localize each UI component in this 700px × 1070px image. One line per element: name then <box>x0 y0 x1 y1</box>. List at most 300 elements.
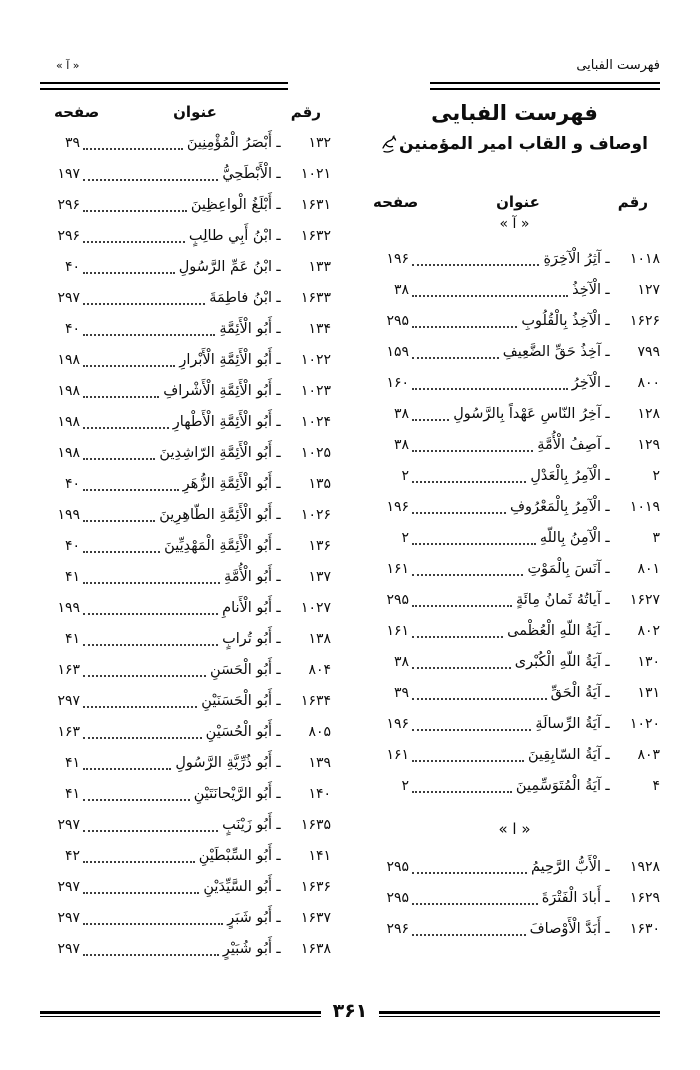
index-subtitle-text: اوصاف و القاب امیر المؤمنین <box>399 134 648 154</box>
dot-leader <box>83 303 205 305</box>
header-number-label: رقم <box>290 103 321 121</box>
entry-dash: ـ <box>276 724 281 740</box>
dot-leader <box>83 210 187 212</box>
header-title-label: عنوان <box>173 103 217 121</box>
entry-number: ۱۳۵ <box>308 476 331 492</box>
index-entry <box>40 624 331 655</box>
entry-number: ۱۳۳ <box>308 259 331 275</box>
index-entry <box>40 159 331 190</box>
entry-dash: ـ <box>276 538 281 554</box>
entry-number: ۱۲۷ <box>637 282 660 298</box>
entry-page: ۳۹ <box>64 135 80 151</box>
dot-leader <box>412 295 568 297</box>
running-header-right <box>430 56 660 90</box>
entry-title: أَبُو ذُرِّيَّةِ الرَّسُولِ <box>175 755 272 771</box>
entry-number: ۳ <box>652 530 660 546</box>
entry-number: ۱۰۲۲ <box>300 352 331 368</box>
entry-dash: ـ <box>605 561 610 577</box>
entry-page: ۱۶۳ <box>57 724 80 740</box>
dot-leader <box>83 551 160 553</box>
column-headers-left <box>40 100 331 124</box>
dot-leader <box>83 179 218 181</box>
entry-page: ۴۱ <box>64 631 80 647</box>
entry-page: ۲۹۷ <box>57 290 80 306</box>
dot-leader <box>412 698 547 700</box>
entry-dash: ـ <box>276 135 281 151</box>
running-header-title: فهرست الفبایی <box>576 58 660 73</box>
entry-number: ۴ <box>652 778 660 794</box>
entry-page: ۱۹۹ <box>57 600 80 616</box>
index-entry <box>369 244 660 275</box>
entry-number: ۱۰۲۷ <box>300 600 331 616</box>
entry-number: ۱۰۲۰ <box>629 716 660 732</box>
entry-number: ۲ <box>652 468 660 484</box>
entry-title: أَبُو الْحَسَنِ <box>210 662 272 678</box>
entry-page: ۳۸ <box>393 654 409 670</box>
entry-dash: ـ <box>276 228 281 244</box>
entry-title: آثِرُ الْآخِرَةِ <box>543 251 601 267</box>
dot-leader <box>412 543 536 545</box>
dot-leader <box>412 357 499 359</box>
entry-dash: ـ <box>605 859 610 875</box>
entry-number: ۱۰۲۵ <box>300 445 331 461</box>
dot-leader <box>83 148 183 150</box>
entry-page: ۱۶۱ <box>386 623 409 639</box>
index-entry <box>369 709 660 740</box>
dot-leader <box>83 644 218 646</box>
index-entry <box>369 399 660 430</box>
entry-dash: ـ <box>276 693 281 709</box>
entry-dash: ـ <box>605 921 610 937</box>
entry-page: ۳۸ <box>393 437 409 453</box>
entry-dash: ـ <box>276 259 281 275</box>
index-entry <box>369 914 660 945</box>
entry-title: أَبُو الْأَئِمَّةِ <box>219 321 272 337</box>
entry-page: ۲۹۶ <box>386 921 409 937</box>
entry-dash: ـ <box>605 437 610 453</box>
index-entry <box>369 771 660 802</box>
entry-title: آيَةُ الْمُتَوَسِّمِينَ <box>515 778 601 794</box>
entry-number: ۱۰۱۹ <box>629 499 660 515</box>
entry-title: أَبُو الْحَسَنَيْنِ <box>201 693 272 709</box>
entry-dash: ـ <box>605 654 610 670</box>
entry-title: آيَةُ اللّهِ الْكُبْرى <box>514 654 601 670</box>
entry-number: ۸۰۲ <box>637 623 660 639</box>
dot-leader <box>83 489 179 491</box>
entry-number: ۱۴۰ <box>308 786 331 802</box>
dot-leader <box>83 241 185 243</box>
dot-leader <box>83 830 218 832</box>
entry-number: ۸۰۵ <box>308 724 331 740</box>
entry-title: آخِرُ النّاسِ عَهْداً بِالرَّسُولِ <box>453 406 601 422</box>
entry-page: ۳۹ <box>393 685 409 701</box>
entry-dash: ـ <box>276 755 281 771</box>
entry-dash: ـ <box>605 747 610 763</box>
entry-dash: ـ <box>276 941 281 957</box>
entry-number: ۱۲۹ <box>637 437 660 453</box>
dot-leader <box>412 388 568 390</box>
entry-number: ۱۶۳۸ <box>300 941 331 957</box>
entry-page: ۳۸ <box>393 282 409 298</box>
entry-number: ۸۰۳ <box>637 747 660 763</box>
entry-page: ۴۰ <box>64 476 80 492</box>
index-body <box>0 90 700 965</box>
index-entry <box>369 492 660 523</box>
entry-number: ۱۰۲۶ <box>300 507 331 523</box>
entry-list-alef <box>369 852 660 945</box>
entry-number: ۱۶۲۶ <box>629 313 660 329</box>
index-title: فهرست الفبایی <box>431 101 598 125</box>
entry-title: أَبُو السَّيِّدَيْنِ <box>203 879 272 895</box>
entry-number: ۱۶۲۷ <box>629 592 660 608</box>
dot-leader <box>83 613 218 615</box>
entry-page: ۱۶۳ <box>57 662 80 678</box>
entry-page: ۴۱ <box>64 786 80 802</box>
entry-title: الْآمِرُ بِالْمَعْرُوفِ <box>510 499 601 515</box>
index-entry <box>369 678 660 709</box>
index-entry <box>40 469 331 500</box>
index-entry <box>40 655 331 686</box>
entry-title: أَبَدَّ الْأَوْصافَ <box>529 921 601 937</box>
index-entry <box>40 593 331 624</box>
entry-dash: ـ <box>276 166 281 182</box>
entry-number: ۱۳۷ <box>308 569 331 585</box>
entry-dash: ـ <box>276 569 281 585</box>
dot-leader <box>83 365 175 367</box>
header-page-label: صفحه <box>54 103 100 121</box>
footer-rule-left <box>40 1011 321 1017</box>
entry-dash: ـ <box>605 344 610 360</box>
entry-page: ۲۹۷ <box>57 693 80 709</box>
entry-title: ابْنُ أَبِي طالِبٍ <box>188 228 272 244</box>
entry-list-alef-madda <box>369 244 660 802</box>
index-entry <box>40 407 331 438</box>
entry-dash: ـ <box>276 910 281 926</box>
entry-dash: ـ <box>276 817 281 833</box>
entry-number: ۱۳۹ <box>308 755 331 771</box>
dot-leader <box>83 520 155 522</box>
index-entry <box>369 306 660 337</box>
entry-title: الْآخِذُ بِالْقُلُوبِ <box>521 313 601 329</box>
entry-title: أَبُو شُبَيْرٍ <box>222 941 272 957</box>
index-entry <box>369 616 660 647</box>
alayhis-salam-emblem-icon <box>381 133 398 166</box>
entry-dash: ـ <box>276 383 281 399</box>
entry-page: ۱۶۰ <box>386 375 409 391</box>
entry-number: ۱۶۳۵ <box>300 817 331 833</box>
entry-page: ۴۲ <box>64 848 80 864</box>
entry-title: الْأَبُّ الرَّحِيمُ <box>531 859 601 875</box>
entry-number: ۷۹۹ <box>637 344 660 360</box>
section-marker-alef: « ا » <box>498 820 531 838</box>
entry-page: ۲ <box>401 530 409 546</box>
running-header-section-letter: « آ » <box>56 59 80 72</box>
entry-dash: ـ <box>276 476 281 492</box>
dot-leader <box>412 903 538 905</box>
index-entry <box>40 221 331 252</box>
index-entry <box>369 275 660 306</box>
index-entry <box>40 903 331 934</box>
footer-rule-right <box>379 1011 660 1017</box>
dot-leader <box>83 768 171 770</box>
index-entry <box>40 810 331 841</box>
entry-title: آنَسَ بِالْمَوْتِ <box>527 561 601 577</box>
entry-title: أَبُو الرَّيْحانَتَيْنِ <box>193 786 272 802</box>
dot-leader <box>83 675 206 677</box>
entry-dash: ـ <box>276 507 281 523</box>
index-entry <box>40 531 331 562</box>
index-entry <box>40 376 331 407</box>
entry-page: ۴۱ <box>64 569 80 585</box>
entry-title: الْآمِنُ بِاللّهِ <box>539 530 601 546</box>
entry-number: ۱۳۶ <box>308 538 331 554</box>
entry-number: ۱۳۴ <box>308 321 331 337</box>
entry-dash: ـ <box>605 778 610 794</box>
dot-leader <box>412 574 523 576</box>
entry-title: أَبُو الْأُمَّةِ <box>223 569 272 585</box>
entry-page: ۲۹۵ <box>386 592 409 608</box>
index-entry <box>369 647 660 678</box>
entry-number: ۸۰۴ <box>308 662 331 678</box>
entry-page: ۲۹۷ <box>57 941 80 957</box>
index-entry <box>40 686 331 717</box>
entry-page: ۴۰ <box>64 259 80 275</box>
index-entry <box>40 841 331 872</box>
entry-number: ۱۹۲۸ <box>629 859 660 875</box>
dot-leader <box>412 791 512 793</box>
entry-dash: ـ <box>276 352 281 368</box>
entry-dash: ـ <box>605 313 610 329</box>
dot-leader <box>83 582 220 584</box>
entry-page: ۲۹۵ <box>386 890 409 906</box>
page-footer <box>40 1000 660 1023</box>
index-entry <box>369 585 660 616</box>
entry-dash: ـ <box>276 445 281 461</box>
entry-dash: ـ <box>605 468 610 484</box>
entry-page: ۴۰ <box>64 538 80 554</box>
entry-number: ۸۰۰ <box>637 375 660 391</box>
entry-list-continued <box>40 128 331 965</box>
dot-leader <box>412 481 526 483</box>
entry-title: أَبُو الْأَنامِ <box>222 600 272 616</box>
entry-dash: ـ <box>605 282 610 298</box>
dot-leader <box>412 760 524 762</box>
index-entry <box>40 779 331 810</box>
entry-title: آيَةُ السّابِقِينَ <box>527 747 601 763</box>
entry-number: ۸۰۱ <box>637 561 660 577</box>
dot-leader <box>83 458 155 460</box>
index-entry <box>369 554 660 585</box>
running-header-left <box>40 56 288 90</box>
index-column-right <box>369 96 660 965</box>
entry-title: أَبُو الْأَئِمَّةِ الْأَشْرافِ <box>163 383 272 399</box>
index-entry <box>40 128 331 159</box>
entry-title: أَبُو شَبَرٍ <box>227 910 272 926</box>
entry-title: ابْنُ فاطِمَةَ <box>209 290 272 306</box>
dot-leader <box>83 954 219 956</box>
dot-leader <box>83 799 190 801</box>
entry-title: آيَةُ الْحَقِّ <box>550 685 601 701</box>
entry-title: أَبُو تُرابٍ <box>222 631 272 647</box>
entry-number: ۱۰۲۴ <box>300 414 331 430</box>
entry-number: ۱۶۳۱ <box>300 197 331 213</box>
entry-title: أَبُو الْأَئِمَّةِ الْمَهْدِيِّينَ <box>164 538 272 554</box>
entry-title: الْآمِرُ بِالْعَدْلِ <box>530 468 601 484</box>
index-column-left <box>40 96 331 965</box>
entry-dash: ـ <box>276 786 281 802</box>
index-entry <box>369 461 660 492</box>
entry-number: ۱۰۲۳ <box>300 383 331 399</box>
entry-title: أَبُو الْأَئِمَّةِ الْأَبْرارِ <box>179 352 272 368</box>
entry-dash: ـ <box>605 890 610 906</box>
entry-title: الْأَبْطَحِيُّ <box>222 166 272 182</box>
entry-title: أَبُو الْحُسَيْنِ <box>205 724 272 740</box>
entry-title: آيَةُ اللّهِ الْعُظْمى <box>507 623 601 639</box>
dot-leader <box>83 272 175 274</box>
section-marker-alef-madda: « آ » <box>499 216 530 232</box>
dot-leader <box>83 737 202 739</box>
entry-dash: ـ <box>276 321 281 337</box>
entry-dash: ـ <box>605 406 610 422</box>
entry-page: ۲۹۷ <box>57 879 80 895</box>
entry-dash: ـ <box>276 197 281 213</box>
header-number-label: رقم <box>617 193 648 211</box>
header-rule-left <box>40 82 288 90</box>
index-entry <box>40 934 331 965</box>
entry-number: ۱۲۸ <box>637 406 660 422</box>
dot-leader <box>412 872 527 874</box>
entry-number: ۱۳۲ <box>308 135 331 151</box>
dot-leader <box>83 923 223 925</box>
entry-page: ۲۹۵ <box>386 859 409 875</box>
entry-page: ۲۹۵ <box>386 313 409 329</box>
entry-page: ۴۰ <box>64 321 80 337</box>
entry-title: أَبُو الْأَئِمَّةِ الطّاهِرِينَ <box>159 507 272 523</box>
entry-number: ۱۶۲۹ <box>629 890 660 906</box>
entry-title: آصِفُ الْأُمَّةِ <box>537 437 601 453</box>
index-entry <box>369 368 660 399</box>
header-title-label: عنوان <box>496 193 540 211</box>
entry-page: ۱۹۶ <box>386 251 409 267</box>
index-entry <box>369 523 660 554</box>
dot-leader <box>412 636 503 638</box>
index-entry <box>369 430 660 461</box>
entry-dash: ـ <box>605 530 610 546</box>
dot-leader <box>412 729 531 731</box>
entry-dash: ـ <box>605 592 610 608</box>
dot-leader <box>412 419 449 421</box>
dot-leader <box>412 326 517 328</box>
entry-page: ۴۱ <box>64 755 80 771</box>
page-number: ۳۶۱ <box>332 1000 368 1022</box>
dot-leader <box>83 892 199 894</box>
entry-number: ۱۶۳۷ <box>300 910 331 926</box>
entry-number: ۱۴۱ <box>308 848 331 864</box>
entry-title: أَبُو الْأَئِمَّةِ الرّاشِدِينَ <box>159 445 272 461</box>
entry-page: ۲۹۷ <box>57 910 80 926</box>
dot-leader <box>412 605 512 607</box>
entry-title: أَبْصَرُ الْمُؤْمِنِينَ <box>186 135 272 151</box>
index-entry <box>40 283 331 314</box>
entry-title: أَبُو الْأَئِمَّةِ الْأَطْهارِ <box>172 414 272 430</box>
entry-page: ۱۹۶ <box>386 716 409 732</box>
entry-number: ۱۶۳۶ <box>300 879 331 895</box>
index-entry <box>40 562 331 593</box>
index-entry <box>40 252 331 283</box>
index-entry <box>40 872 331 903</box>
entry-title: أَبُو السِّبْطَيْنِ <box>198 848 272 864</box>
entry-page: ۱۶۱ <box>386 561 409 577</box>
entry-dash: ـ <box>605 716 610 732</box>
dot-leader <box>412 667 511 669</box>
index-entry <box>40 748 331 779</box>
entry-title: أَبادَ الْفَتْرَةَ <box>541 890 601 906</box>
index-subtitle <box>369 128 660 166</box>
dot-leader <box>412 264 539 266</box>
index-entry <box>40 345 331 376</box>
entry-dash: ـ <box>276 290 281 306</box>
entry-page: ۱۹۸ <box>57 383 80 399</box>
entry-number: ۱۳۱ <box>637 685 660 701</box>
dot-leader <box>83 334 215 336</box>
index-entry <box>40 190 331 221</box>
entry-dash: ـ <box>276 414 281 430</box>
entry-dash: ـ <box>276 848 281 864</box>
entry-number: ۱۰۲۱ <box>300 166 331 182</box>
entry-number: ۱۶۳۰ <box>629 921 660 937</box>
index-entry <box>40 438 331 469</box>
entry-number: ۱۳۰ <box>637 654 660 670</box>
entry-page: ۱۵۹ <box>386 344 409 360</box>
header-rule-right <box>430 82 660 90</box>
entry-page: ۲۹۶ <box>57 197 80 213</box>
entry-page: ۲۹۷ <box>57 817 80 833</box>
entry-number: ۱۶۳۳ <box>300 290 331 306</box>
entry-dash: ـ <box>605 375 610 391</box>
dot-leader <box>412 450 533 452</box>
entry-page: ۲۹۶ <box>57 228 80 244</box>
entry-title: الْآخِرُ <box>571 375 601 391</box>
index-entry <box>40 500 331 531</box>
dot-leader <box>83 396 159 398</box>
entry-dash: ـ <box>276 662 281 678</box>
dot-leader <box>83 427 169 429</box>
index-entry <box>40 717 331 748</box>
running-header <box>0 0 700 90</box>
entry-page: ۱۹۷ <box>57 166 80 182</box>
entry-dash: ـ <box>276 600 281 616</box>
entry-number: ۱۶۳۴ <box>300 693 331 709</box>
header-page-label: صفحه <box>373 193 419 211</box>
entry-title: أَبُو زَيْنَبٍ <box>222 817 272 833</box>
entry-page: ۱۹۸ <box>57 414 80 430</box>
entry-number: ۱۳۸ <box>308 631 331 647</box>
column-headers-right <box>369 190 660 214</box>
dot-leader <box>412 512 506 514</box>
dot-leader <box>83 706 197 708</box>
entry-title: آخِذُ حَقِّ الضَّعِيفِ <box>502 344 601 360</box>
dot-leader <box>83 861 195 863</box>
entry-title: آيَةُ الرِّسالَةِ <box>535 716 601 732</box>
index-entry <box>369 337 660 368</box>
entry-page: ۱۹۹ <box>57 507 80 523</box>
entry-title: الْآخِذُ <box>572 282 601 298</box>
entry-dash: ـ <box>605 251 610 267</box>
entry-page: ۱۹۶ <box>386 499 409 515</box>
entry-page: ۱۹۸ <box>57 445 80 461</box>
entry-dash: ـ <box>276 879 281 895</box>
entry-number: ۱۰۱۸ <box>629 251 660 267</box>
